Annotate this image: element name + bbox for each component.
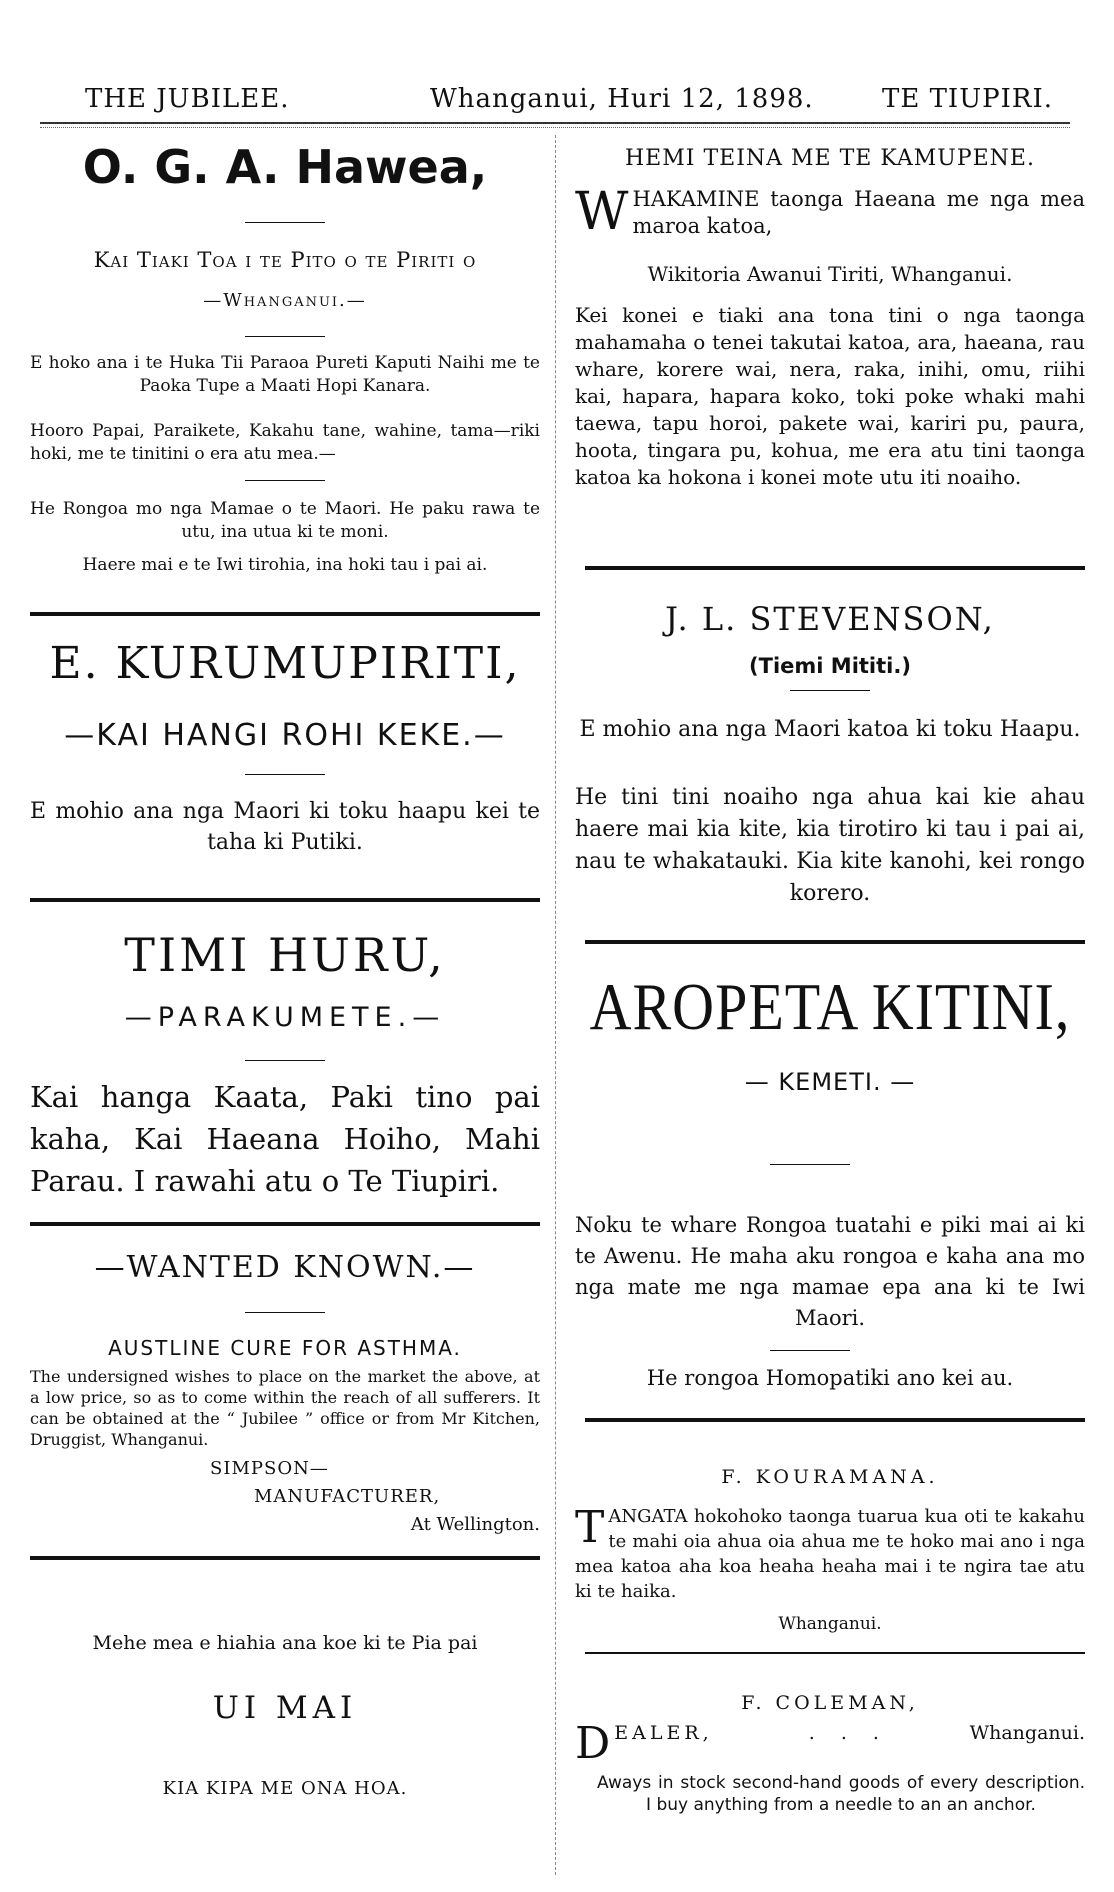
ad-subtitle: — KEMETI. — <box>744 1068 916 1096</box>
ad-text: EALER, <box>614 1722 713 1744</box>
ad-text: Hooro Papai, Paraikete, Kakahu tane, wahine, tama—riki hoki, me te tinitini o era atu mea.— <box>30 421 540 464</box>
ad-text: He rongoa Homopatiki ano kei au. <box>646 1366 1014 1390</box>
ad-text: ANGATA hokohoko taonga tuarua kua oti te kakahu te mahi oia ahua oia ahua me te hoko mai ano i nga mea katoa aha koa heaha heaha mai i te ngira tae atu ki te haika. <box>575 1506 1085 1602</box>
ad-text: Haere mai e te Iwi tirohia, ina hoki tau i pai ai. <box>82 555 488 575</box>
ad-place: Whanganui. <box>969 1722 1085 1744</box>
short-rule <box>245 336 325 337</box>
ad-title: TIMI HURU, <box>124 928 446 982</box>
ad-signature: Whanganui. <box>778 1614 882 1634</box>
ad-text: He tini tini noaiho nga ahua kai kie ahau haere mai kia kite, kia tirotiro ki tau i pai ai, nau te whakatauki. Kia kite kanohi, kei rongo korero. <box>575 785 1085 906</box>
signature-name: SIMPSON— <box>210 1458 329 1479</box>
masthead-title-english: THE JUBILEE. <box>85 84 290 114</box>
section-rule <box>585 1652 1085 1654</box>
ad-subtitle: —PARAKUMETE.— <box>124 1002 446 1033</box>
ad-text: Kai hanga Kaata, Paki tino pai kaha, Kai Haeana Hoiho, Mahi Parau. I rawahi atu o Te Tiupiri. <box>30 1080 540 1198</box>
drop-cap: T <box>575 1502 605 1553</box>
ad-title: J. L. STEVENSON, <box>665 600 995 638</box>
ad-lead-line <box>575 1718 1085 1769</box>
short-rule <box>245 1312 325 1313</box>
ad-address: Wikitoria Awanui Tiriti, Whanganui. <box>647 262 1013 286</box>
column-divider <box>555 135 556 1875</box>
ad-text: He Rongoa mo nga Mamae o te Maori. He paku rawa te utu, ina utua ki te moni. <box>30 499 540 542</box>
ad-subtitle-town: —Whanganui.— <box>203 290 367 311</box>
ad-title: UI MAI <box>212 1690 358 1726</box>
section-rule <box>585 566 1085 570</box>
ad-text: Noku te whare Rongoa tuatahi e piki mai ai ki te Awenu. He maha aku rongoa e kaha ana mo nga mate me nga mamae epa ana ki te Iwi Maori. <box>575 1213 1085 1330</box>
short-rule <box>790 690 870 691</box>
signature-title: MANUFACTURER, <box>254 1486 441 1507</box>
ad-title: HEMI TEINA ME TE KAMUPENE. <box>625 146 1035 171</box>
ad-title: F. COLEMAN, <box>741 1692 919 1714</box>
masthead-rule <box>40 122 1070 124</box>
ad-text: E hoko ana i te Huka Tii Paraoa Pureti Kaputi Naihi me te Paoka Tupe a Maati Hopi Kanara. <box>30 353 540 396</box>
drop-cap: W <box>575 182 629 242</box>
ad-text: E mohio ana nga Maori katoa ki toku Haapu. <box>579 717 1081 742</box>
masthead <box>75 84 1053 120</box>
ad-text: Kei konei e tiaki ana tona tini o nga taonga mahamaha o tenei takutai katoa, ara, haeana, rau whare, korere wai, nera, raka, inihi, omu, riihi kai, hapara, hapara koko, toki poke whaki mahi taewa, tapu horoi, pakete wai, kariri pu, paura, hoota, tingara pu, kohua, me era atu tini taonga katoa ka hokona i konei mote utu iti noaiho. <box>575 303 1085 489</box>
ad-text: Aways in stock second-hand goods of every description. I buy anything from a needle to an an anchor. <box>597 1773 1085 1815</box>
ad-lead-paragraph <box>575 1504 1085 1604</box>
short-rule <box>245 774 325 775</box>
short-rule <box>770 1164 850 1165</box>
short-rule <box>245 480 325 481</box>
ad-lead-paragraph <box>575 182 1085 242</box>
ad-text: E mohio ana nga Maori ki toku haapu kei te taha ki Putiki. <box>30 799 540 855</box>
section-rule <box>585 1418 1085 1422</box>
masthead-title-maori: TE TIUPIRI. <box>882 84 1053 114</box>
ad-title: E. KURUMUPIRITI, <box>49 638 521 689</box>
section-rule <box>585 940 1085 944</box>
section-rule <box>30 898 540 902</box>
section-rule <box>30 1222 540 1226</box>
section-rule <box>30 612 540 616</box>
ad-text: KIA KIPA ME ONA HOA. <box>162 1778 408 1799</box>
ad-title: O. G. A. Hawea, <box>82 140 488 194</box>
leader-dots: . . . <box>808 1722 889 1744</box>
masthead-dotted-rule <box>40 127 1070 128</box>
signature-place: At Wellington. <box>410 1514 540 1535</box>
short-rule <box>245 222 325 223</box>
short-rule <box>770 1350 850 1351</box>
ad-text: The undersigned wishes to place on the market the above, at a low price, so as to come within the reach of all sufferers. It can be obtained at the “ Jubilee ” office or from Mr Kitchen, Druggist, Whanganui. <box>30 1367 540 1449</box>
ad-title: —WANTED KNOWN.— <box>94 1250 476 1285</box>
ad-subtitle: (Tiemi Mititi.) <box>749 654 911 678</box>
masthead-dateline: Whanganui, Huri 12, 1898. <box>430 84 814 114</box>
ad-text: Mehe mea e hiahia ana koe ki te Pia pai <box>92 1632 478 1654</box>
ad-subtitle: Kai Tiaki Toa i te Pito o te Piriti o <box>93 248 477 272</box>
ad-text: HAKAMINE taonga Haeana me nga mea maroa katoa, <box>632 187 1085 238</box>
section-rule <box>30 1556 540 1560</box>
ad-title: AROPETA KITINI, <box>589 969 1071 1044</box>
short-rule <box>245 1060 325 1061</box>
ad-subtitle: —KAI HANGI ROHI KEKE.— <box>64 718 506 753</box>
ad-title: F. KOURAMANA. <box>721 1466 939 1488</box>
ad-subtitle: AUSTLINE CURE FOR ASTHMA. <box>108 1336 462 1360</box>
drop-cap: D <box>575 1718 611 1769</box>
